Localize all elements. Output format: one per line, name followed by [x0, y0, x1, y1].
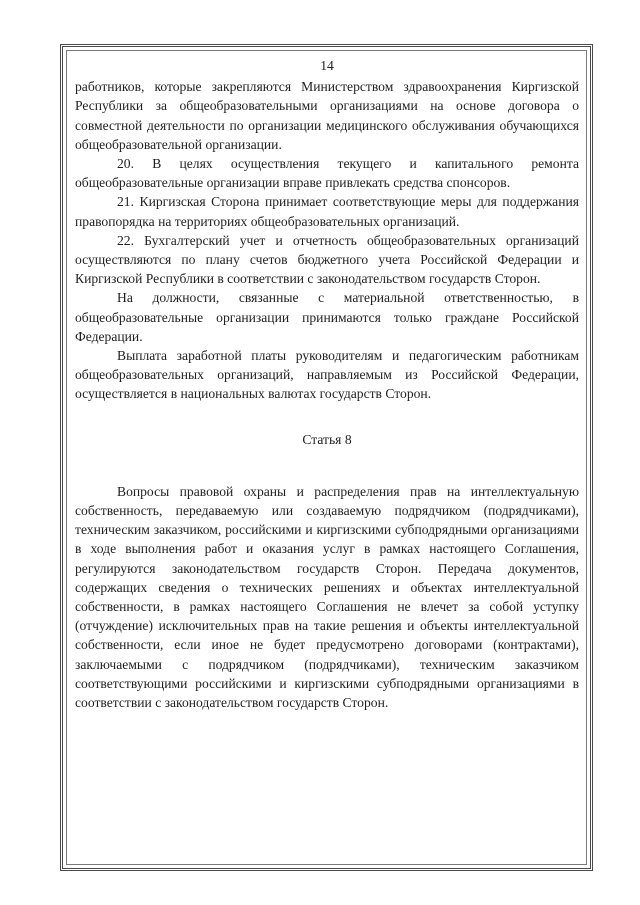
page-number: 14: [320, 58, 334, 73]
paragraph-item-22: 22. Бухгалтерский учет и отчетность общеобразовательных организаций осуществляются по плану счетов бюджетного учета Российской Федерации и Киргизской Республики в соответствии с законодательством государств Сторон.: [75, 232, 579, 287]
paragraph-continuation: работников, которые закрепляются Министерством здравоохранения Киргизской Республики за общеобразовательными организациями на основе договора о совместной деятельности по организации медицинского обслуживания обучающихся общеобразовательной организации.: [75, 79, 579, 152]
paragraph-salary: Выплата заработной платы руководителям и педагогическим работникам общеобразовательных организаций, направляемым из Российской Федерации, осуществляется в национальных валютах государств Сторон.: [75, 348, 579, 402]
paragraph-positions: На должности, связанные с материальной ответственностью, в общеобразовательные организации принимаются только граждане Российской Федерации.: [75, 290, 579, 344]
article-heading: Статья 8: [302, 431, 352, 447]
paragraph-item-21: 21. Киргизская Сторона принимает соответствующие меры для поддержания правопорядка на территориях общеобразовательных организаций.: [75, 194, 579, 229]
paragraph-item-20: 20. В целях осуществления текущего и капитального ремонта общеобразовательные организации вправе привлекать средства спонсоров.: [75, 156, 579, 191]
document-page: [75, 56, 579, 712]
article-8-paragraph: Вопросы правовой охраны и распределения прав на интеллектуальную собственность, передаваемую или создаваемую подрядчиком (подрядчиками), техническим заказчиком, российскими и киргизскими субподрядными организациями в ходе выполнения работ и оказания услуг в рамках настоящего Соглашения, регулируются законодательством государств Сторон. Передача документов, содержащих сведения о технических решениях и объектах интеллектуальной собственности, в рамках настоящего Соглашения не влечет за собой уступку (отчуждение) исключительных прав на такие решения и объекты интеллектуальной собственности, если иное не будет предусмотрено договорами (контрактами), заключаемыми с подрядчиком (подрядчиками), техническим заказчиком соответствующими российскими и киргизскими субподрядными организациями в соответствии с законодательством государств Сторон.: [75, 483, 579, 711]
